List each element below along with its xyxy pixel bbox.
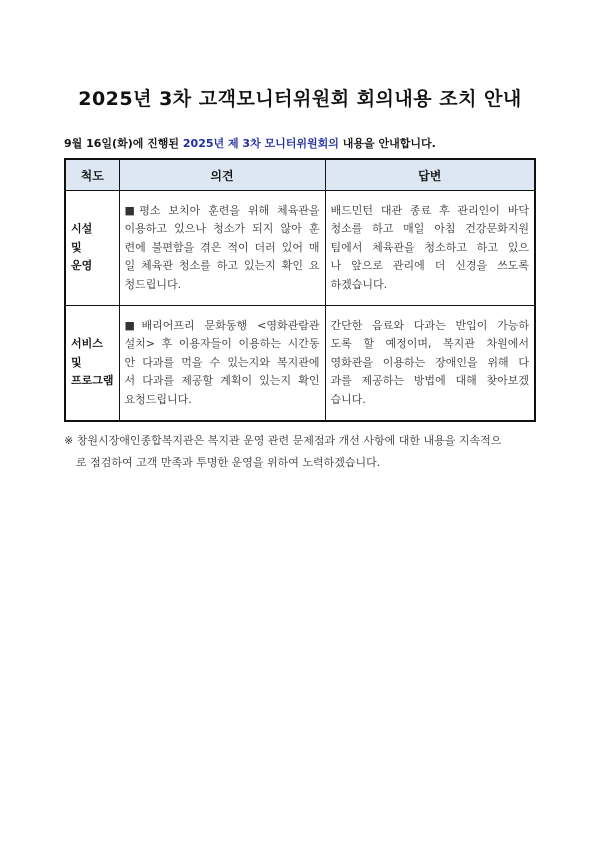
answer-cell-line: 배드민턴 대관 종료 후 관리인이 바닥 bbox=[330, 203, 529, 217]
intro-prefix: 9월 16일(화)에 진행된 bbox=[64, 137, 183, 150]
opinion-cell-line: 련에 불편함을 겪은 적이 더러 있어 매 bbox=[124, 240, 320, 254]
opinion-cell bbox=[119, 191, 325, 306]
category-cell-line: 시설 bbox=[71, 222, 93, 236]
answer-cell-line: 영화관을 이용하는 장애인을 위해 다 bbox=[330, 355, 529, 369]
table-header-row bbox=[65, 159, 535, 191]
answer-cell-line: 하겠습니다. bbox=[330, 277, 388, 291]
category-cell bbox=[65, 191, 119, 306]
category-cell-line: 운영 bbox=[71, 259, 93, 273]
intro-text bbox=[64, 135, 436, 151]
opinion-cell bbox=[119, 306, 325, 422]
opinion-cell-line: 요청드립니다. bbox=[124, 392, 192, 406]
category-cell bbox=[65, 306, 119, 422]
meeting-table bbox=[64, 158, 536, 422]
page-title: 2025년 3차 고객모니터위원회 회의내용 조치 안내 bbox=[78, 88, 522, 110]
category-cell-line: 프로그램 bbox=[71, 374, 114, 388]
table-row bbox=[65, 191, 535, 306]
footnote-line: ※ 창원시장애인종합복지관은 복지관 운영 관련 문제점과 개선 사항에 대한 내용을 지속적으 bbox=[64, 434, 502, 447]
category-cell-line: 및 bbox=[71, 240, 82, 254]
answer-cell-line: 도록 할 예정이며, 복지관 차원에서 bbox=[330, 337, 529, 351]
answer-cell-line: 과를 제공하는 방법에 대해 찾아보겠 bbox=[330, 374, 529, 388]
opinion-cell-line: ■평소 보치아 훈련을 위해 체육관을 bbox=[124, 203, 320, 217]
table-row bbox=[65, 306, 535, 422]
opinion-cell-line: 이용하고 있으나 청소가 되지 않아 훈 bbox=[124, 222, 320, 236]
header-category: 척도 bbox=[65, 159, 119, 191]
category-cell-line: 및 bbox=[71, 355, 82, 369]
opinion-cell-line: ■배리어프리 문화동행 <영화관람관 bbox=[124, 318, 320, 332]
opinion-cell-line: 일 체육관 청소를 하고 있는지 확인 요 bbox=[124, 259, 320, 273]
answer-cell-line: 팀에서 체육관을 청소하고 하고 있으 bbox=[330, 240, 529, 254]
opinion-cell-line: 서 다과를 제공할 계획이 있는지 확인 bbox=[124, 374, 320, 388]
header-answer: 답변 bbox=[325, 159, 535, 191]
category-cell-line: 서비스 bbox=[71, 337, 103, 351]
answer-cell bbox=[325, 306, 535, 422]
intro-suffix: 내용을 안내합니다. bbox=[338, 137, 436, 150]
opinion-cell-line: 안 다과를 먹을 수 있는지와 복지관에 bbox=[124, 355, 320, 369]
intro-highlight: 2025년 제 3차 모니터위원회의 bbox=[182, 137, 339, 150]
footnote-line: 로 점검하여 고객 만족과 투명한 운영을 위하여 노력하겠습니다. bbox=[76, 456, 381, 469]
opinion-cell-line: 설치> 후 이용자들이 이용하는 시간동 bbox=[124, 337, 320, 351]
answer-cell-line: 나 앞으로 관리에 더 신경을 쓰도록 bbox=[330, 259, 529, 273]
footnote bbox=[64, 430, 544, 474]
answer-cell bbox=[325, 191, 535, 306]
answer-cell-line: 간단한 음료와 다과는 반입이 가능하 bbox=[330, 318, 529, 332]
header-opinion: 의견 bbox=[119, 159, 325, 191]
opinion-cell-line: 청드립니다. bbox=[124, 277, 182, 291]
answer-cell-line: 습니다. bbox=[330, 392, 366, 406]
answer-cell-line: 청소를 하고 매일 아침 건강문화지원 bbox=[330, 222, 529, 236]
